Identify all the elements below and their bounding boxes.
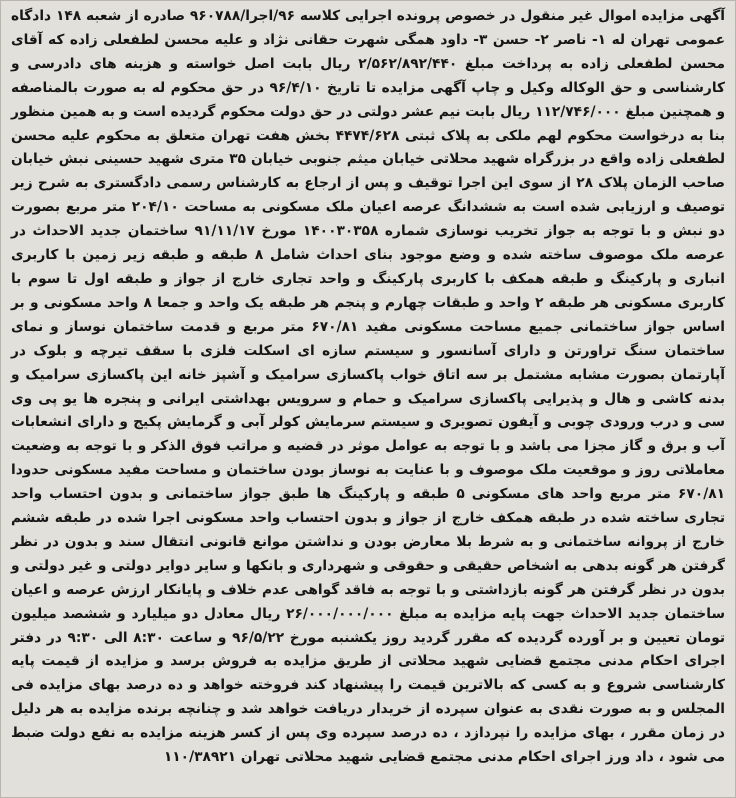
notice-body: آگهی مزایده اموال غیر منقول در خصوص پرونده اجرایی کلاسه ۹۶/اجرا/۹۶۰۷۸۸ صادره از شعبه ۱۴۸ دادگاه عمومی تهران له ۱- ناصر ۲- حسن ۳- داود همگی شهرت حقانی نژاد و علیه محسن لطفعلی زاده که آقای محسن لطفعلی زاده به پرداخت مبلغ ۲/۵۶۲/۸۹۲/۴۴۰ ریال بابت اصل خواسته و هزینه های دادرسی و کارشناسی و حق الوکاله وکیل و چاپ آگهی مزایده تا تاریخ ۹۶/۴/۱۰ در حق محکوم له به صورت بالمناصفه و همچنین مبلغ ۱۱۲/۷۴۶/۰۰۰ ریال بابت نیم عشر دولتی در حق دولت محکوم گردیده است و به همین منظور بنا به درخواست محکوم لهم ملکی به پلاک ثبتی ۴۴۷۴/۶۲۸ بخش هفت تهران متعلق به محکوم علیه محسن لطفعلی زاده واقع در بزرگراه شهید محلاتی خیابان میثم جنوبی خیابان ۳۵ متری شهید حسینی نبش خیابان صاحب الزمان پلاک ۲۸ از سوی این اجرا توقیف و پس از ارجاع به کارشناس رسمی دادگستری به شرح زیر توصیف و ارزیابی شده است به ششدانگ عرصه اعیان ملک مسکونی به مساحت ۲۰۴/۱۰ متر مربع بصورت دو نبش و با توجه به جواز تخریب نوسازی شماره ۱۴۰۰۳۰۳۵۸ مورخ ۹۱/۱۱/۱۷ ساختمان جدید الاحداث در عرصه ملک موصوف ساخته شده و وضع موجود بنای احداث شامل ۸ طبقه و طبقه زیر زمین با کاربری انباری و پارکینگ و طبقه همکف با کاربری پارکینگ و واحد تجاری خارج از جواز و طبقه اول تا سوم با کاربری مسکونی هر طبقه ۲ واحد و طبقات چهارم و پنجم هر طبقه یک واحد و جمعا ۸ واحد مسکونی و بر اساس جواز ساختمانی جمیع مساحت مسکونی مفید ۶۷۰/۸۱ متر مربع و قدمت ساختمان نوساز و نمای ساختمان سنگ تراورتن و دارای آسانسور و سیستم سازه ای اسکلت فلزی با سقف تیرچه و بلوک در آپارتمان بصورت مشابه مشتمل بر سه اتاق خواب پاکسازی سرامیک و آشپز خانه این پاکسازی سرامیک و بدنه کاشی و هال و پذیرایی پاکسازی سرامیک و حمام و سرویس بهداشتی ایرانی و پنجره ها یو پی وی سی و درب ورودی چوبی و آیفون تصویری و سیستم سرمایش کولر آبی و گرمایش پکیج و دارای انشعابات آب و برق و گاز مجزا می باشد و با توجه به عوامل موثر در قضیه و مراتب فوق الذکر و با توجه به وضعیت معاملاتی روز و موقعیت ملک موصوف و با عنایت به نوساز بودن ساختمان و مساحت مفید مسکونی حدودا ۶۷۰/۸۱ متر مربع واحد های مسکونی ۵ طبقه و پارکینگ ها طبق جواز ساختمانی و بدون احتساب واحد تجاری ساخته شده در طبقه همکف خارج از جواز و بدون احتساب واحد مسکونی اجرا شده در طبقه ششم خارج از پروانه ساختمانی و به شرط بلا معارض بودن و نداشتن موانع قانونی انتقال سند و بدون در نظر گرفتن هر گونه بدهی به اشخاص حقیقی و حقوقی و شهرداری و بانکها و سایر دوایر دولتی و غیر دولتی و بدون در نظر گرفتن هر گونه بازداشتی و با توجه به فاقد گواهی عدم خلاف و پایانکار ارزش عرصه و اعیان ساختمان جدید الاحداث جهت پایه مزایده به مبلغ ۲۶/۰۰۰/۰۰۰/۰۰۰ ریال معادل دو میلیارد و ششصد میلیون تومان تعیین و بر آورده گردیده که مقرر گردید روز یکشنبه مورخ ۹۶/۵/۲۲ و ساعت ۸:۳۰ الی ۹:۳۰ در دفتر اجرای احکام مدنی مجتمع قضایی شهید محلاتی از طریق مزایده به فروش برسد و مزایده از قیمت پایه کارشناسی شروع و به کسی که بالاترین قیمت را پیشنهاد کند فروخته خواهد و ده درصد بهای مزایده فی المجلس و به صورت نقدی به عنوان سپرده از خریدار دریافت خواهد شد و چنانچه برنده مزایده به هر دلیل در زمان مقرر ، بهای مزایده را نپردازد ، ده درصد سپرده وی پس از کسر هزینه مزایده به نفع دولت ضبط می شود ، داد ورز اجرای احکام مدنی مجتمع قضایی شهید محلاتی تهران ۱۱۰/۳۸۹۲۱ bbox=[11, 8, 726, 766]
